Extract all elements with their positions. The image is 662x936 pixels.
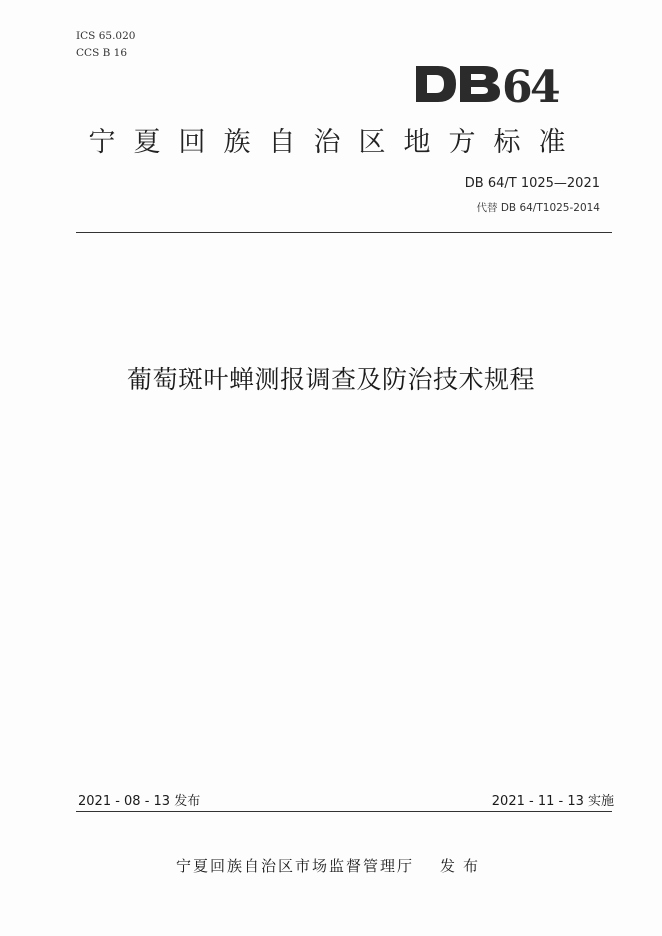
ics-code: ICS 65.020 bbox=[76, 30, 136, 42]
footer-divider bbox=[76, 811, 612, 812]
standard-replaces: 代替 DB 64/T1025-2014 bbox=[476, 202, 600, 214]
standard-category-title: 宁夏回族自治区地方标准 bbox=[88, 127, 584, 158]
classification-codes bbox=[76, 28, 135, 62]
svg-text:4: 4 bbox=[530, 62, 561, 106]
db64-logo-graphic bbox=[414, 62, 564, 106]
effective-date: 2021 - 11 - 13 实施 bbox=[491, 794, 614, 809]
publisher-name: 宁夏回族自治区市场监督管理厅 bbox=[175, 857, 414, 875]
ccs-code: CCS B 16 bbox=[76, 47, 128, 59]
issue-date: 2021 - 08 - 13 发布 bbox=[78, 794, 201, 809]
svg-text:6: 6 bbox=[502, 62, 533, 106]
header-divider bbox=[76, 232, 612, 233]
publisher-action: 发布 bbox=[440, 857, 487, 875]
publisher-line bbox=[0, 855, 662, 876]
db64-logo bbox=[414, 56, 564, 106]
document-title: 葡萄斑叶蝉测报调查及防治技术规程 bbox=[126, 365, 535, 394]
standard-number: DB 64/T 1025—2021 bbox=[464, 176, 600, 191]
